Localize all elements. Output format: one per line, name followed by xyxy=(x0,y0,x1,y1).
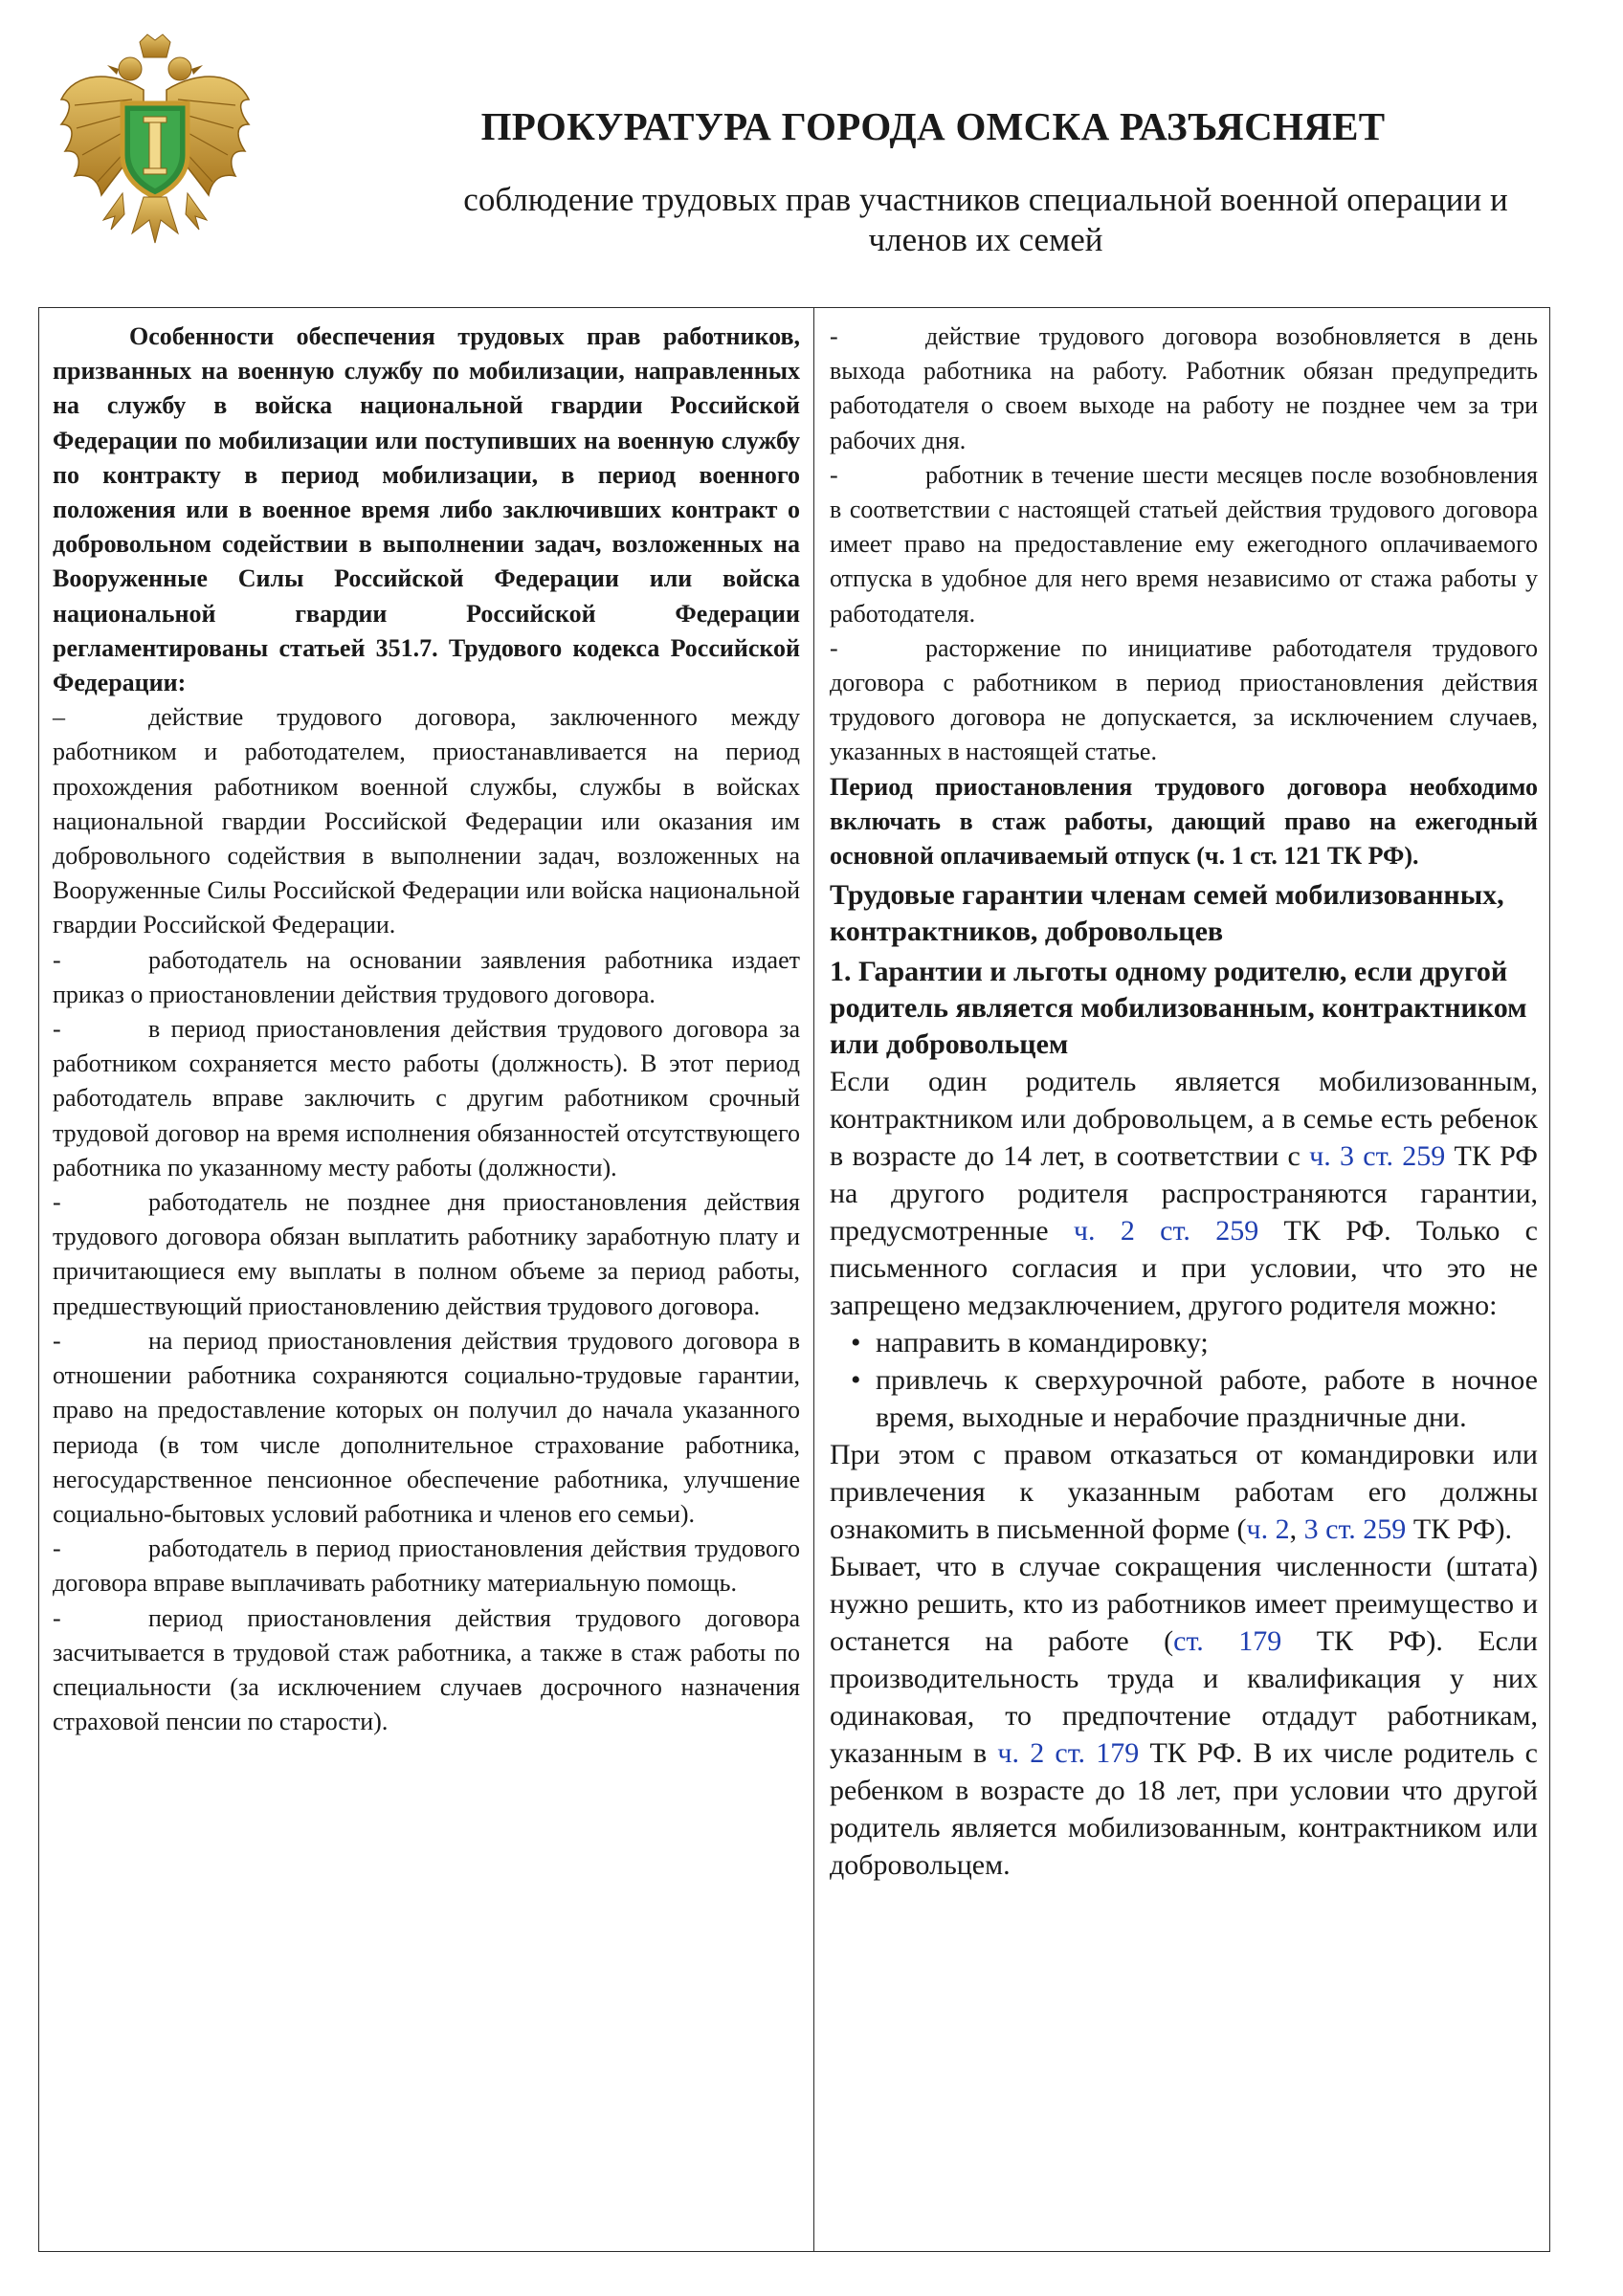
subsection-heading: 1. Гарантии и льготы одному родителю, если другой родитель является мобилизованным, контрактником или добровольцем xyxy=(830,956,1527,1061)
dash-marker: - xyxy=(53,1015,61,1044)
bullet-icon: • xyxy=(851,1327,861,1359)
column-divider xyxy=(813,308,814,2251)
content-table xyxy=(38,307,1550,2252)
left-item-text: работодатель не позднее дня приостановления действия трудового договора обязан выплатить работнику заработную плату и причитающиеся ему выплаты в полном объеме за период работы, предшествующий приостановлению действия трудового договора. xyxy=(53,1188,800,1320)
law-link-3-st259[interactable]: 3 ст. 259 xyxy=(1303,1513,1407,1546)
right-item-text: расторжение по инициативе работодателя трудового договора с работником в период приостановления действия трудового договора не допускается, за исключением случаев, указанных в настоящей статье. xyxy=(830,633,1538,766)
paragraph-staff-reduction xyxy=(830,1548,1538,1884)
left-intro: Особенности обеспечения трудовых прав работников, призванных на военную службу по мобилизации, направленных на службу в войска национальной гвардии Российской Федерации по мобилизации или поступивших на военную службу по контракту в период мобилизации, в период военного положения или в военное время либо заключивших контракт о добровольном содействии в выполнении задач, возложенных на Вооруженные Силы Российской Федерации или войска национальной гвардии Российской Федерации регламентированы статьей 351.7. Трудового кодекса Российской Федерации: xyxy=(53,322,800,697)
bullet-item xyxy=(851,1324,1538,1361)
text-span: Если один родитель является мобилизованным, контрактником или добровольцем, а в семье есть ребенок в возрасте до 14 лет, в соответствии с xyxy=(830,1066,1538,1173)
left-item xyxy=(53,1601,800,1740)
left-item xyxy=(53,943,800,1012)
left-item-text: работодатель на основании заявления работника издает приказ о приостановлении действия трудового договора. xyxy=(53,945,800,1008)
left-item-text: в период приостановления действия трудового договора за работником сохраняется место работы (должность). В этот период работодатель вправе заключить с другим работником срочный трудовой договор на время исполнения обязанностей отсутствующего работника по указанному месту работы (должности). xyxy=(53,1015,800,1181)
dash-marker: - xyxy=(53,945,61,974)
left-item xyxy=(53,1012,800,1185)
law-link-ch2[interactable]: ч. 2 xyxy=(1246,1513,1290,1546)
dash-marker: - xyxy=(53,1534,61,1563)
dash-marker: - xyxy=(53,1188,61,1217)
right-item-text: действие трудового договора возобновляется в день выхода работника на работу. Работник обязан предупредить работодателя о своем выходе на работу не позднее чем за три рабочих дня. xyxy=(830,322,1538,454)
left-item-text: работодатель в период приостановления действия трудового договора вправе выплачивать работнику материальную помощь. xyxy=(53,1534,800,1598)
text-span: , xyxy=(1289,1513,1304,1546)
text-span: ТК РФ. Только с письменного согласия и при условии, что это не запрещено медзаключением, другого родителя можно: xyxy=(830,1215,1538,1322)
left-item xyxy=(53,1532,800,1601)
right-column xyxy=(830,320,1538,1884)
bullet-text: направить в командировку; xyxy=(876,1327,1209,1359)
bullet-text: привлечь к сверхурочной работе, работе в ночное время, выходные и нерабочие праздничные дни. xyxy=(876,1364,1538,1434)
left-item-text: на период приостановления действия трудового договора в отношении работника сохраняются социально-трудовые гарантии, право на предоставление которых он получил до начала указанного периода (в том числе дополнительное страхование работника, негосударственное пенсионное обеспечение работника, улучшение социально-бытовых условий работника и членов его семьи). xyxy=(53,1326,800,1528)
text-span: ТК РФ на другого родителя распространяются гарантии, предусмотренные xyxy=(830,1140,1538,1247)
right-item xyxy=(830,458,1538,631)
text-span: ТК РФ). Если производительность труда и квалификация у них одинаковая, то предпочтение отдадут работникам, указанным в xyxy=(830,1625,1538,1770)
right-item xyxy=(830,631,1538,770)
section-heading: Трудовые гарантии членам семей мобилизованных, контрактников, добровольцев xyxy=(830,879,1504,948)
right-item-text: работник в течение шести месяцев после возобновления в соответствии с настоящей статьей действия трудового договора имеет право на предоставление ему ежегодного оплачиваемого отпуска в удобное для него время независимо от стажа работы у работодателя. xyxy=(830,460,1538,628)
left-item xyxy=(53,1324,800,1532)
bullet-item xyxy=(851,1361,1538,1436)
page-title: ПРОКУРАТУРА ГОРОДА ОМСКА РАЗЪЯСНЯЕТ xyxy=(480,104,1386,148)
left-item xyxy=(53,1185,800,1324)
paragraph-parent-guarantees xyxy=(830,1063,1538,1324)
prosecutor-eagle-emblem-icon xyxy=(56,33,255,270)
law-link-st179[interactable]: ст. 179 xyxy=(1173,1625,1282,1658)
left-column xyxy=(53,320,800,1739)
dash-marker: - xyxy=(830,322,838,350)
text-span: ТК РФ. В их числе родитель с ребенком в возрасте до 18 лет, при условии что другой родитель является мобилизованным, контрактником или добровольцем. xyxy=(830,1737,1538,1882)
left-item-text: период приостановления действия трудового договора засчитывается в трудовой стаж работника, а также в стаж работы по специальности (за исключением случаев досрочного назначения страховой пенсии по старости). xyxy=(53,1603,800,1736)
dash-marker: - xyxy=(53,1603,61,1632)
paragraph-refusal-right xyxy=(830,1436,1538,1548)
subtitle-line-2: членов их семей xyxy=(868,221,1103,258)
dash-marker: - xyxy=(830,633,838,662)
law-link-ch3-st259[interactable]: ч. 3 ст. 259 xyxy=(1309,1140,1446,1173)
dash-marker: - xyxy=(830,460,838,489)
bullet-list xyxy=(830,1324,1538,1436)
bold-note: Период приостановления трудового договора необходимо включать в стаж работы, дающий право на ежегодный основной оплачиваемый отпуск (ч. 1 ст. 121 ТК РФ). xyxy=(830,772,1538,871)
dash-marker: - xyxy=(53,1326,61,1355)
left-item xyxy=(53,700,800,942)
text-span: ТК РФ). xyxy=(1406,1513,1513,1546)
subtitle-line-1: соблюдение трудовых прав участников специальной военной операции и xyxy=(463,181,1508,218)
page-subtitle xyxy=(373,180,1598,260)
text-span: Бывает, что в случае сокращения численности (штата) нужно решить, кто из работников имеет преимущество и останется на работе ( xyxy=(830,1551,1538,1658)
bullet-icon: • xyxy=(851,1364,861,1397)
right-item xyxy=(830,320,1538,458)
law-link-ch2-st259[interactable]: ч. 2 ст. 259 xyxy=(1073,1215,1259,1247)
law-link-ch2-st179[interactable]: ч. 2 ст. 179 xyxy=(997,1737,1140,1770)
left-item-text: действие трудового договора, заключенного между работником и работодателем, приостанавливается на период прохождения работником военной службы, службы в войсках национальной гвардии Российской Федерации или оказания им добровольного содействия в выполнении задач, возложенных на Вооруженные Силы Российской Федерации или войска национальной гвардии Российской Федерации. xyxy=(53,703,800,939)
text-span: При этом с правом отказаться от командировки или привлечения к указанным работам его должны ознакомить в письменной форме ( xyxy=(830,1439,1538,1546)
dash-marker: – xyxy=(53,703,65,732)
